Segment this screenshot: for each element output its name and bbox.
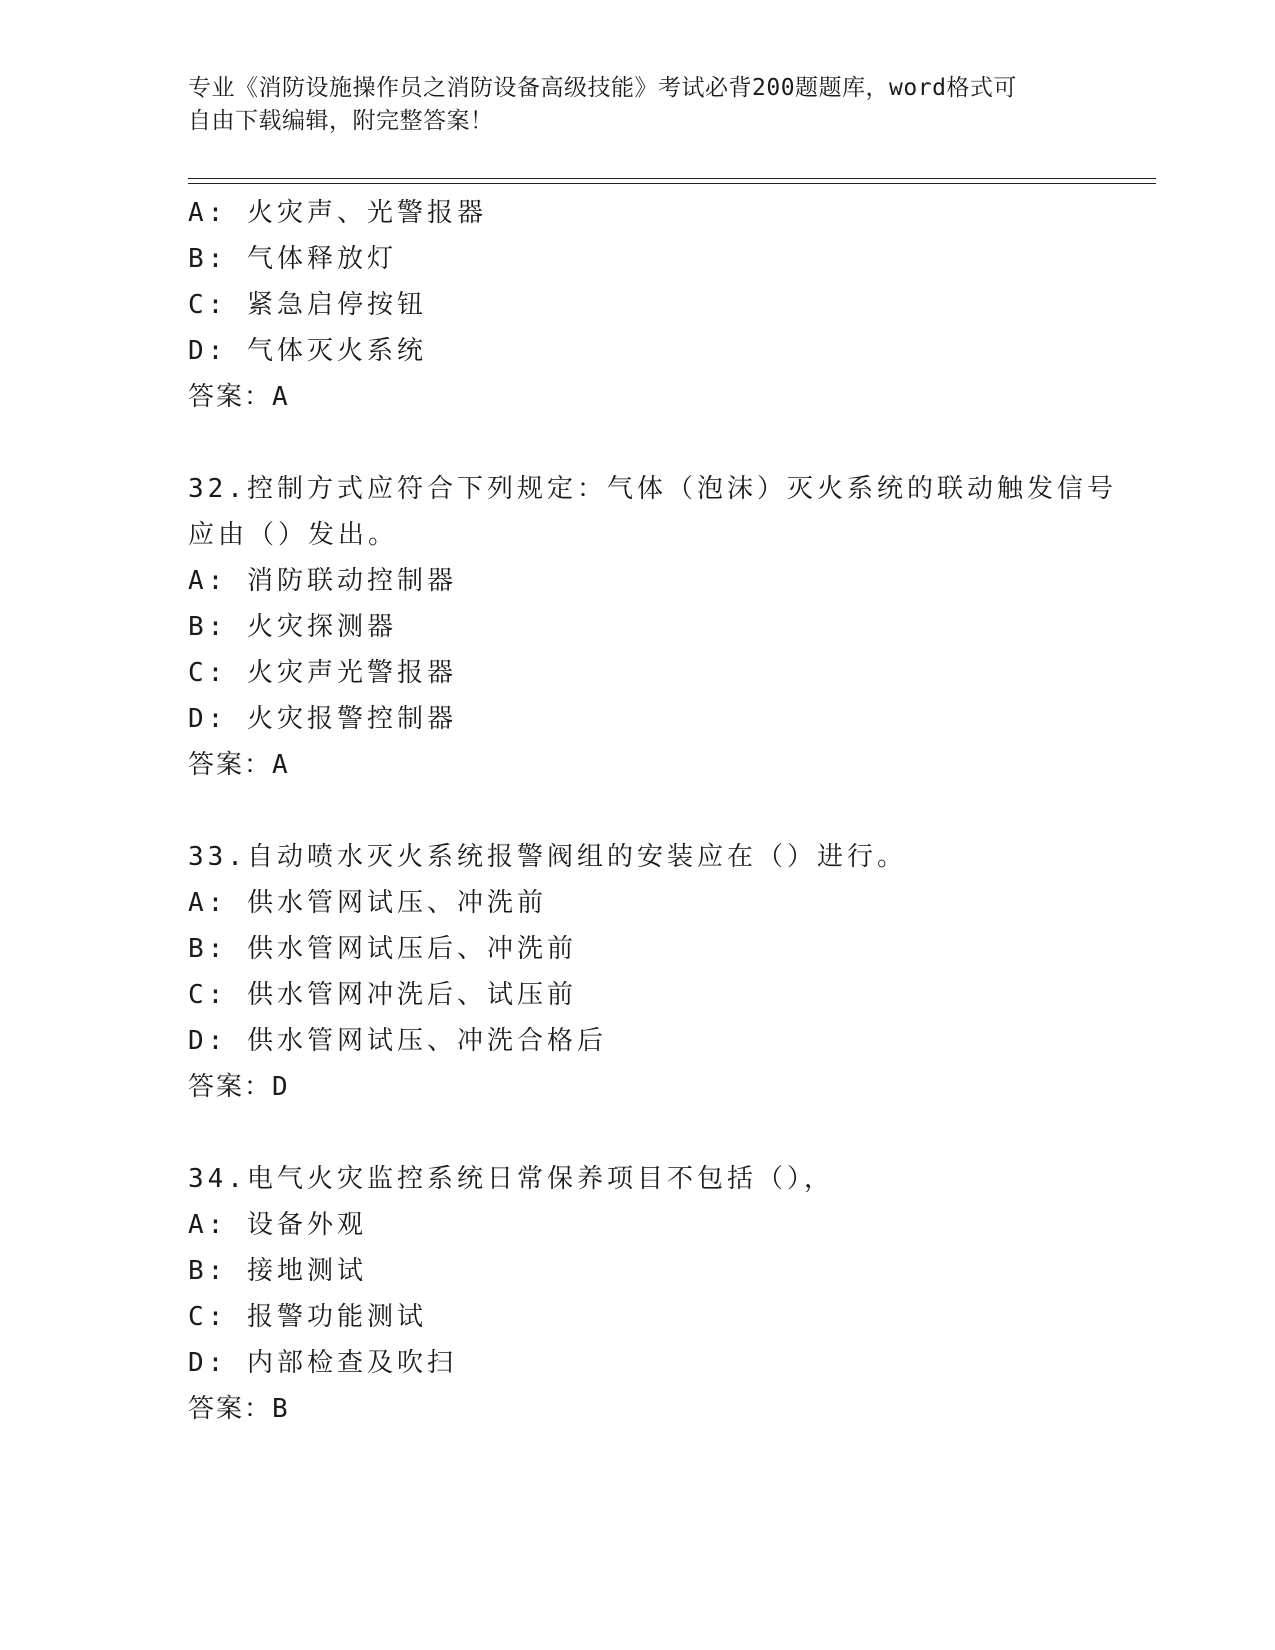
document-header <box>188 72 1088 138</box>
spacer <box>188 420 1108 466</box>
question-stem: 33.自动喷水灭火系统报警阀组的安装应在（）进行。 <box>188 842 907 872</box>
answer: 答案：D <box>188 1072 290 1102</box>
answer: 答案：A <box>188 382 290 412</box>
question-stem-continued: 应由（）发出。 <box>188 520 399 550</box>
question-stem: 34.电气火灾监控系统日常保养项目不包括（）， <box>188 1164 834 1194</box>
answer: 答案：B <box>188 1394 290 1424</box>
header-rule-bottom <box>188 183 1156 184</box>
option-a: A: 火灾声、光警报器 <box>188 198 487 228</box>
option-a: A: 供水管网试压、冲洗前 <box>188 888 547 918</box>
question-33 <box>188 834 1108 1110</box>
spacer <box>188 1110 1108 1156</box>
header-rule-top <box>188 178 1156 179</box>
option-c: C: 紧急启停按钮 <box>188 290 427 320</box>
question-list <box>188 190 1117 1432</box>
option-d: D: 火灾报警控制器 <box>188 704 457 734</box>
spacer <box>188 788 1108 834</box>
option-b: B: 气体释放灯 <box>188 244 397 274</box>
header-line-1: 专业《消防设施操作员之消防设备高级技能》考试必背200题题库，word格式可 <box>188 75 1017 101</box>
question-stem: 32.控制方式应符合下列规定：气体（泡沫）灭火系统的联动触发信号 <box>188 474 1117 504</box>
option-b: B: 接地测试 <box>188 1256 367 1286</box>
header-line-2: 自由下载编辑，附完整答案！ <box>188 108 494 134</box>
answer: 答案：A <box>188 750 290 780</box>
option-b: B: 火灾探测器 <box>188 612 397 642</box>
option-c: C: 供水管网冲洗后、试压前 <box>188 980 577 1010</box>
option-d: D: 供水管网试压、冲洗合格后 <box>188 1026 607 1056</box>
option-b: B: 供水管网试压后、冲洗前 <box>188 934 577 964</box>
option-c: C: 火灾声光警报器 <box>188 658 457 688</box>
question-34 <box>188 1156 1108 1432</box>
option-d: D: 内部检查及吹扫 <box>188 1348 457 1378</box>
question-32 <box>188 466 1117 788</box>
option-c: C: 报警功能测试 <box>188 1302 427 1332</box>
option-a: A: 消防联动控制器 <box>188 566 457 596</box>
option-a: A: 设备外观 <box>188 1210 367 1240</box>
question-31 <box>188 190 1108 420</box>
option-d: D: 气体灭火系统 <box>188 336 427 366</box>
